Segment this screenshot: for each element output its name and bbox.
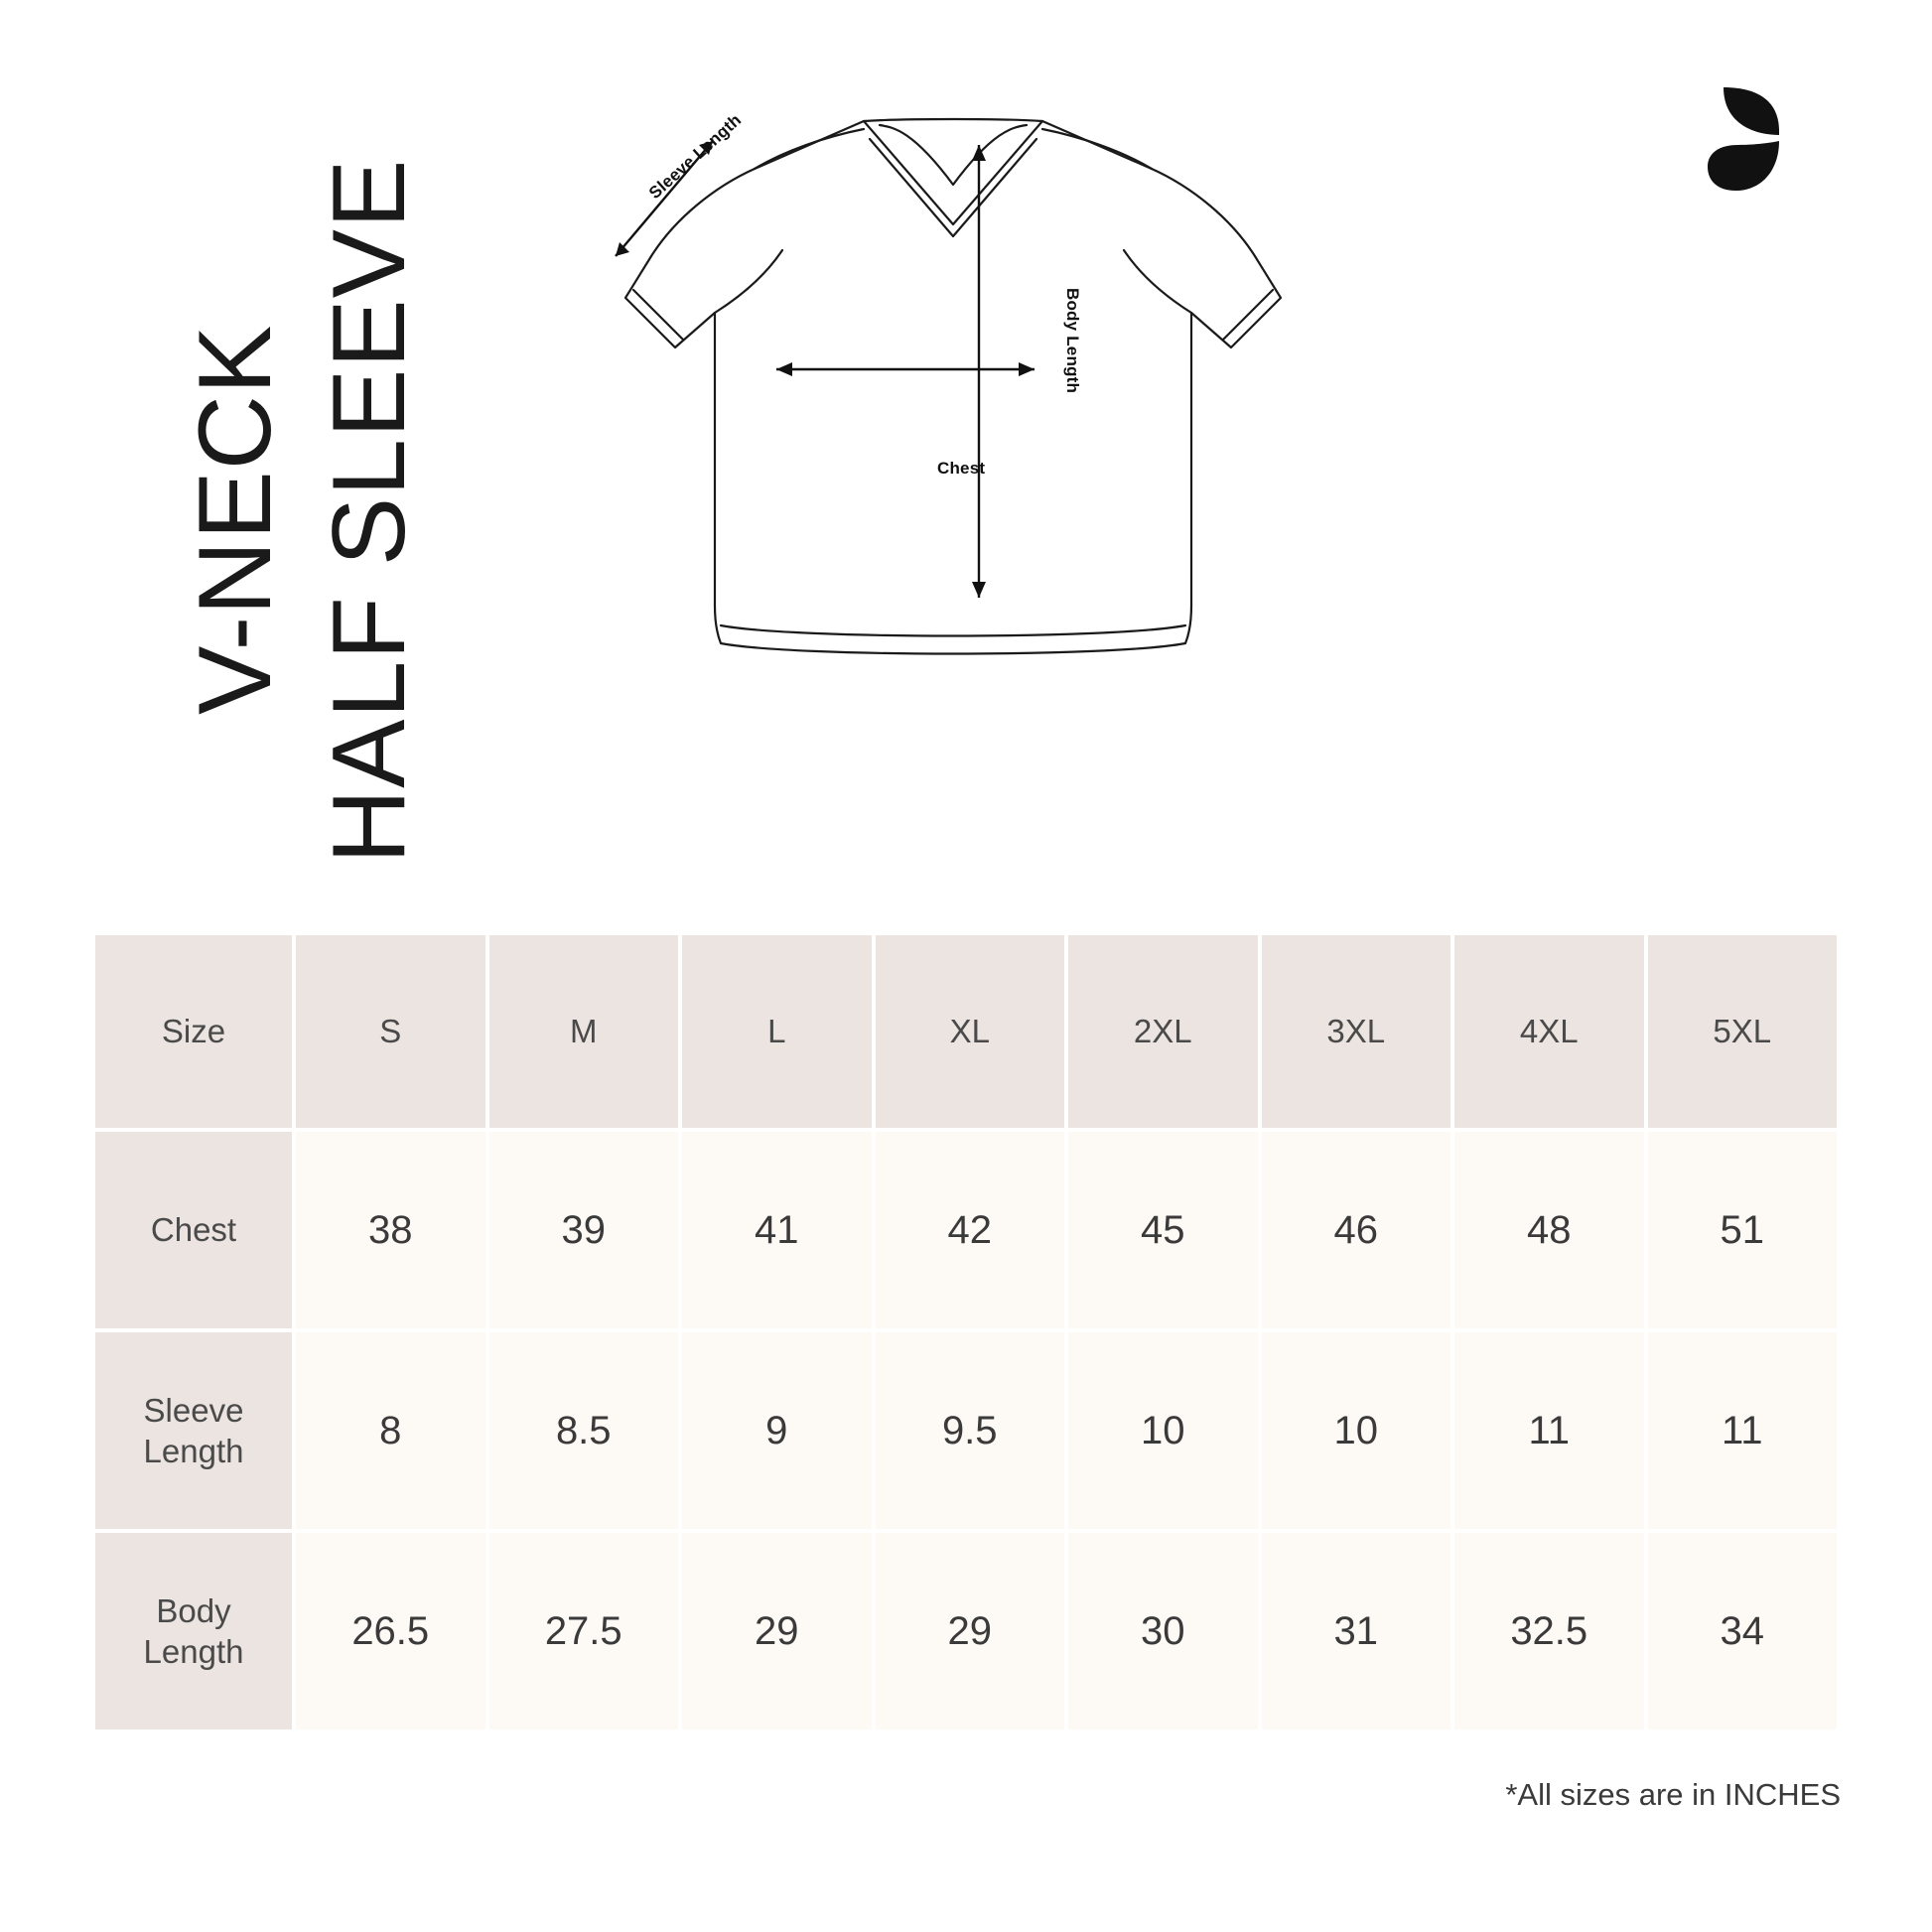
cell-sleeve-xl: 9.5	[874, 1330, 1067, 1531]
cell-chest-3xl: 46	[1260, 1130, 1453, 1330]
cell-sleeve-2xl: 10	[1066, 1330, 1260, 1531]
cell-chest-4xl: 48	[1452, 1130, 1646, 1330]
cell-sleeve-4xl: 11	[1452, 1330, 1646, 1531]
tshirt-diagram	[596, 109, 1311, 665]
table-row-chest	[93, 1130, 1839, 1330]
table-header-s: S	[294, 933, 487, 1130]
cell-body-4xl: 32.5	[1452, 1531, 1646, 1731]
row-label-sleeve-line2: Length	[143, 1433, 244, 1469]
cell-chest-xl: 42	[874, 1130, 1067, 1330]
cell-sleeve-m: 8.5	[487, 1330, 681, 1531]
row-label-sleeve-length	[93, 1330, 294, 1531]
page-title-line1: V-NECK	[178, 324, 293, 715]
diagram-label-sleeve-length: Sleeve Length	[645, 110, 746, 204]
table-header-m: M	[487, 933, 681, 1130]
cell-body-s: 26.5	[294, 1531, 487, 1731]
cell-chest-5xl: 51	[1646, 1130, 1840, 1330]
cell-body-xl: 29	[874, 1531, 1067, 1731]
cell-chest-2xl: 45	[1066, 1130, 1260, 1330]
cell-chest-m: 39	[487, 1130, 681, 1330]
row-label-sleeve-line1: Sleeve	[143, 1391, 244, 1429]
table-header-3xl: 3XL	[1260, 933, 1453, 1130]
row-label-body-length	[93, 1531, 294, 1731]
row-label-body-line1: Body	[156, 1591, 231, 1629]
units-footnote: *All sizes are in INCHES	[1505, 1777, 1841, 1812]
table-header-size: Size	[93, 933, 294, 1130]
table-header-xl: XL	[874, 933, 1067, 1130]
table-row-sleeve-length	[93, 1330, 1839, 1531]
cell-sleeve-l: 9	[680, 1330, 874, 1531]
brand-logo-icon	[1704, 79, 1813, 199]
table-header-row	[93, 933, 1839, 1130]
cell-sleeve-3xl: 10	[1260, 1330, 1453, 1531]
cell-body-3xl: 31	[1260, 1531, 1453, 1731]
diagram-label-body-length: Body Length	[1063, 288, 1082, 394]
cell-body-m: 27.5	[487, 1531, 681, 1731]
row-label-body-line2: Length	[143, 1633, 244, 1670]
table-header-2xl: 2XL	[1066, 933, 1260, 1130]
cell-body-5xl: 34	[1646, 1531, 1840, 1731]
cell-sleeve-5xl: 11	[1646, 1330, 1840, 1531]
cell-body-2xl: 30	[1066, 1531, 1260, 1731]
page-title	[0, 0, 427, 894]
diagram-label-chest: Chest	[937, 459, 986, 478]
row-label-chest: Chest	[93, 1130, 294, 1330]
table-row-body-length	[93, 1531, 1839, 1731]
cell-chest-l: 41	[680, 1130, 874, 1330]
cell-sleeve-s: 8	[294, 1330, 487, 1531]
page-title-line2: HALF SLEEVE	[312, 158, 427, 864]
table-header-5xl: 5XL	[1646, 933, 1840, 1130]
table-header-l: L	[680, 933, 874, 1130]
cell-chest-s: 38	[294, 1130, 487, 1330]
size-chart-table	[91, 931, 1841, 1733]
table-header-4xl: 4XL	[1452, 933, 1646, 1130]
cell-body-l: 29	[680, 1531, 874, 1731]
